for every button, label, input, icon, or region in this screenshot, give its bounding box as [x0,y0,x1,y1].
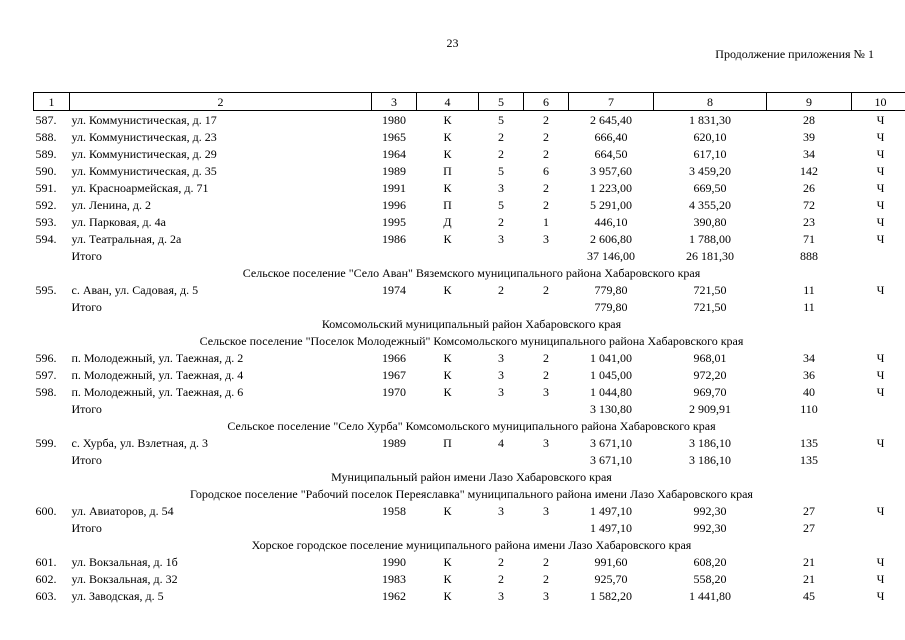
entrances: 2 [543,367,549,382]
header-cell-8: 8 [654,93,767,111]
wall-type: К [443,367,452,382]
wall-type: К [443,282,452,297]
header-cell-7: 7 [569,93,654,111]
floors: 3 [498,384,504,399]
living-area: 968,01 [693,350,727,365]
total-area: 37 146,00 [587,248,635,263]
entrances: 2 [543,197,549,212]
residents: 45 [803,588,815,603]
category: Ч [876,588,885,603]
empty-cell [372,451,417,468]
entrances: 2 [543,129,549,144]
total-row [34,400,905,417]
total-label: Итого [71,520,102,535]
total-area: 925,70 [594,571,628,586]
living-area: 1 441,80 [689,588,731,603]
residents: 21 [803,571,815,586]
residents: 110 [800,401,818,416]
year: 1965 [382,129,406,144]
category: Ч [876,146,885,161]
living-area: 669,50 [693,180,727,195]
row-number: 603. [35,588,57,603]
wall-type: П [443,197,452,212]
address: ул. Коммунистическая, д. 23 [71,129,217,144]
living-area: 390,80 [693,214,727,229]
residents: 71 [803,231,815,246]
empty-cell [524,519,569,536]
living-area: 2 909,91 [689,401,731,416]
section-heading: Сельское поселение "Село Аван" Вяземского муниципального района Хабаровского края [242,265,701,280]
entrances: 3 [543,588,549,603]
entrances: 2 [543,554,549,569]
address: ул. Парковая, д. 4а [71,214,166,229]
section-heading-row [34,315,905,332]
living-area: 3 186,10 [689,435,731,450]
empty-cell [852,400,905,417]
total-area: 446,10 [594,214,628,229]
wall-type: К [443,112,452,127]
year: 1989 [382,163,406,178]
entrances: 1 [543,214,549,229]
table-row [34,111,905,129]
total-area: 779,80 [594,282,628,297]
living-area: 3 459,20 [689,163,731,178]
wall-type: К [443,503,452,518]
total-area: 2 645,40 [590,112,632,127]
address: ул. Коммунистическая, д. 35 [71,163,217,178]
year: 1980 [382,112,406,127]
empty-cell [34,298,70,315]
wall-type: П [443,163,452,178]
wall-type: К [443,231,452,246]
header-row [34,93,905,111]
table-row [34,281,905,298]
total-label: Итого [71,299,102,314]
wall-type: К [443,180,452,195]
residents: 27 [803,503,815,518]
floors: 2 [498,214,504,229]
row-number: 599. [35,435,57,450]
row-number: 595. [35,282,57,297]
page-number: 23 [446,36,459,50]
wall-type: П [443,435,452,450]
total-label: Итого [71,452,102,467]
entrances: 2 [543,350,549,365]
empty-cell [372,247,417,264]
total-area: 1 497,10 [590,520,632,535]
empty-cell [852,519,905,536]
total-area: 3 671,10 [590,452,632,467]
address: ул. Коммунистическая, д. 29 [71,146,217,161]
living-area: 721,50 [693,299,727,314]
row-number: 593. [35,214,57,229]
table-row [34,349,905,366]
year: 1996 [382,197,406,212]
wall-type: Д [443,214,452,229]
address: п. Молодежный, ул. Таежная, д. 2 [71,350,244,365]
address: ул. Вокзальная, д. 32 [71,571,178,586]
residents: 34 [803,146,815,161]
wall-type: К [443,146,452,161]
header-cell-10: 10 [852,93,905,111]
row-number: 601. [35,554,57,569]
residents: 135 [800,452,818,467]
table-row [34,145,905,162]
living-area: 969,70 [693,384,727,399]
entrances: 3 [543,231,549,246]
wall-type: К [443,571,452,586]
total-area: 3 130,80 [590,401,632,416]
entrances: 6 [543,163,549,178]
year: 1958 [382,503,406,518]
total-area: 2 606,80 [590,231,632,246]
category: Ч [876,163,885,178]
category: Ч [876,435,885,450]
year: 1962 [382,588,406,603]
residents: 40 [803,384,815,399]
header-cell-3: 3 [372,93,417,111]
empty-cell [479,519,524,536]
entrances: 2 [543,180,549,195]
address: ул. Авиаторов, д. 54 [71,503,174,518]
living-area: 608,20 [693,554,727,569]
address: ул. Коммунистическая, д. 17 [71,112,217,127]
empty-cell [479,400,524,417]
entrances: 3 [543,503,549,518]
table-body [34,111,905,605]
category: Ч [876,282,885,297]
floors: 2 [498,554,504,569]
address: ул. Вокзальная, д. 1б [71,554,178,569]
empty-cell [852,451,905,468]
total-area: 664,50 [594,146,628,161]
living-area: 992,30 [693,520,727,535]
wall-type: К [443,129,452,144]
total-area: 1 497,10 [590,503,632,518]
address: ул. Заводская, д. 5 [71,588,164,603]
residents: 39 [803,129,815,144]
category: Ч [876,503,885,518]
total-label: Итого [71,248,102,263]
empty-cell [524,247,569,264]
year: 1990 [382,554,406,569]
empty-cell [372,400,417,417]
table-row [34,366,905,383]
table-row [34,553,905,570]
living-area: 1 831,30 [689,112,731,127]
total-area: 1 041,00 [590,350,632,365]
section-heading-row [34,417,905,434]
empty-cell [34,519,70,536]
year: 1995 [382,214,406,229]
row-number: 590. [35,163,57,178]
section-heading: Муниципальный район имени Лазо Хабаровского края [331,469,612,484]
floors: 5 [498,163,504,178]
floors: 3 [498,180,504,195]
empty-cell [34,247,70,264]
table-row [34,587,905,604]
empty-cell [372,519,417,536]
residents: 11 [803,282,815,297]
address: с. Хурба, ул. Взлетная, д. 3 [71,435,209,450]
year: 1991 [382,180,406,195]
wall-type: К [443,384,452,399]
floors: 2 [498,146,504,161]
residents: 72 [803,197,815,212]
residents: 142 [800,163,818,178]
continuation-note: Продолжение приложения № 1 [715,47,874,61]
header-cell-6: 6 [524,93,569,111]
floors: 4 [498,435,504,450]
table-row [34,179,905,196]
table-row [34,128,905,145]
year: 1966 [382,350,406,365]
residents: 21 [803,554,815,569]
floors: 2 [498,571,504,586]
empty-cell [524,298,569,315]
row-number: 587. [35,112,57,127]
floors: 3 [498,350,504,365]
residents: 28 [803,112,815,127]
total-row [34,519,905,536]
section-heading: Сельское поселение "Село Хурба" Комсомольского муниципального района Хабаровского края [227,418,716,433]
category: Ч [876,214,885,229]
entrances: 2 [543,112,549,127]
residents: 26 [803,180,815,195]
year: 1964 [382,146,406,161]
table-row [34,383,905,400]
year: 1989 [382,435,406,450]
empty-cell [417,298,479,315]
total-area: 991,60 [594,554,628,569]
total-area: 779,80 [594,299,628,314]
table-row [34,502,905,519]
living-area: 26 181,30 [686,248,734,263]
address: п. Молодежный, ул. Таежная, д. 4 [71,367,244,382]
row-number: 602. [35,571,57,586]
floors: 2 [498,282,504,297]
total-area: 3 957,60 [590,163,632,178]
living-area: 3 186,10 [689,452,731,467]
category: Ч [876,571,885,586]
total-area: 1 223,00 [590,180,632,195]
floors: 2 [498,129,504,144]
living-area: 992,30 [693,503,727,518]
empty-cell [524,451,569,468]
entrances: 3 [543,435,549,450]
entrances: 2 [543,146,549,161]
empty-cell [34,400,70,417]
year: 1970 [382,384,406,399]
category: Ч [876,180,885,195]
entrances: 3 [543,384,549,399]
table-row [34,162,905,179]
row-number: 591. [35,180,57,195]
header-cell-9: 9 [767,93,852,111]
address: ул. Театральная, д. 2а [71,231,182,246]
section-heading-row [34,468,905,485]
living-area: 617,10 [693,146,727,161]
floors: 3 [498,367,504,382]
empty-cell [479,451,524,468]
empty-cell [417,519,479,536]
year: 1974 [382,282,406,297]
section-heading-row [34,536,905,553]
row-number: 589. [35,146,57,161]
residents: 27 [803,520,815,535]
wall-type: К [443,350,452,365]
total-area: 666,40 [594,129,628,144]
floors: 5 [498,112,504,127]
empty-cell [417,400,479,417]
residents: 36 [803,367,815,382]
empty-cell [417,247,479,264]
table-header [34,93,905,111]
category: Ч [876,367,885,382]
address: п. Молодежный, ул. Таежная, д. 6 [71,384,244,399]
header-cell-5: 5 [479,93,524,111]
total-area: 1 044,80 [590,384,632,399]
year: 1986 [382,231,406,246]
empty-cell [417,451,479,468]
table-row [34,570,905,587]
total-row [34,247,905,264]
category: Ч [876,112,885,127]
section-heading: Хорское городское поселение муниципального района имени Лазо Хабаровского края [251,537,692,552]
category: Ч [876,350,885,365]
living-area: 972,20 [693,367,727,382]
wall-type: К [443,554,452,569]
residents: 23 [803,214,815,229]
residents: 135 [800,435,818,450]
section-heading-row [34,264,905,281]
table-row [34,434,905,451]
wall-type: К [443,588,452,603]
empty-cell [372,298,417,315]
category: Ч [876,197,885,212]
section-heading-row [34,332,905,349]
living-area: 620,10 [693,129,727,144]
living-area: 721,50 [693,282,727,297]
total-area: 1 582,20 [590,588,632,603]
row-number: 598. [35,384,57,399]
empty-cell [852,298,905,315]
residents: 888 [800,248,818,263]
total-area: 1 045,00 [590,367,632,382]
section-heading-row [34,485,905,502]
address: ул. Красноармейская, д. 71 [71,180,209,195]
empty-cell [852,247,905,264]
category: Ч [876,231,885,246]
row-number: 588. [35,129,57,144]
empty-cell [479,298,524,315]
floors: 3 [498,231,504,246]
category: Ч [876,554,885,569]
floors: 3 [498,588,504,603]
total-row [34,298,905,315]
empty-cell [479,247,524,264]
floors: 3 [498,503,504,518]
living-area: 558,20 [693,571,727,586]
address: с. Аван, ул. Садовая, д. 5 [71,282,199,297]
row-number: 597. [35,367,57,382]
row-number: 594. [35,231,57,246]
living-area: 1 788,00 [689,231,731,246]
address: ул. Ленина, д. 2 [71,197,152,212]
year: 1967 [382,367,406,382]
section-heading: Комсомольский муниципальный район Хабаровского края [321,316,622,331]
category: Ч [876,384,885,399]
total-area: 5 291,00 [590,197,632,212]
row-number: 600. [35,503,57,518]
section-heading: Сельское поселение "Поселок Молодежный" Комсомольского муниципального района Хабаровского края [199,333,744,348]
year: 1983 [382,571,406,586]
header-cell-4: 4 [417,93,479,111]
header-cell-1: 1 [34,93,70,111]
table-row [34,196,905,213]
table-row [34,230,905,247]
category: Ч [876,129,885,144]
total-area: 3 671,10 [590,435,632,450]
housing-register-table [33,92,905,604]
header-cell-2: 2 [70,93,372,111]
total-row [34,451,905,468]
residents: 11 [803,299,815,314]
row-number: 592. [35,197,57,212]
residents: 34 [803,350,815,365]
total-label: Итого [71,401,102,416]
living-area: 4 355,20 [689,197,731,212]
section-heading: Городское поселение "Рабочий поселок Переяславка" муниципального района имени Лазо Хабаровского края [190,486,753,501]
entrances: 2 [543,571,549,586]
row-number: 596. [35,350,57,365]
empty-cell [524,400,569,417]
empty-cell [34,451,70,468]
table-row [34,213,905,230]
floors: 5 [498,197,504,212]
entrances: 2 [543,282,549,297]
